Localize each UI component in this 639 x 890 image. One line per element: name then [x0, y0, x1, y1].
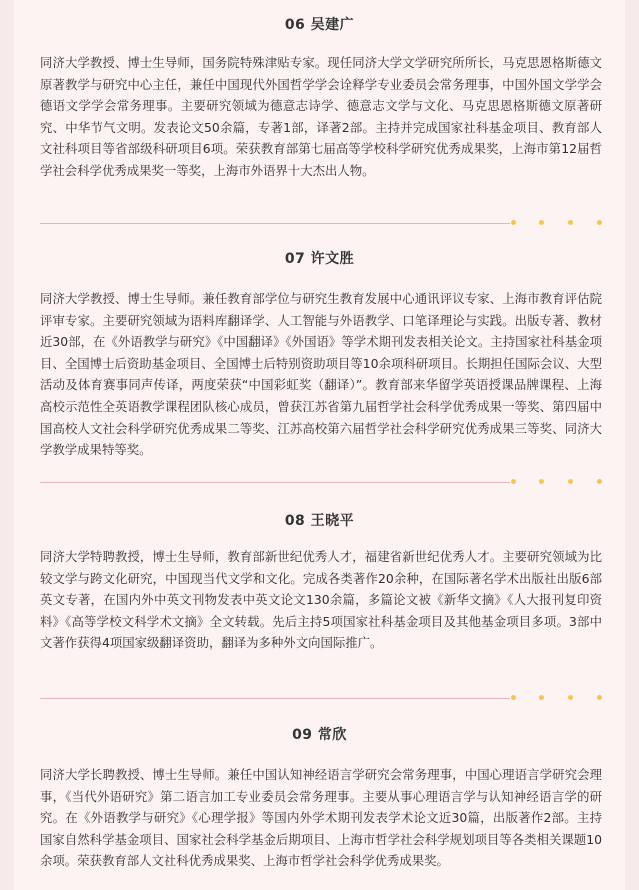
- section-divider: [40, 698, 510, 699]
- profile-card-06: [14, 0, 625, 226]
- profile-title: 07 许文胜: [284, 251, 355, 267]
- profile-bio: 同济大学教授、博士生导师。兼任教育部学位与研究生教育发展中心通讯评议专家、上海市教育评估院评审专家。主要研究领域为语料库翻译学、人工智能与外语教学、口笔译理论与实践。出版专著、教材近30部，在《外语教学与研究》《中国翻译》《外国语》等学术期刊发表相关论文。主持国家社科基金项目、全国博士后资助基金项目、全国博士后特别资助项目等10余项科研项目。长期担任国际会议、大型活动及体育赛事同声传译，两度荣获“中国彩虹奖（翻译）”。教育部来华留学英语授课品牌课程、上海高校示范性全英语教学课程团队核心成员，曾获江苏省第九届哲学社会科学优秀成果一等奖、第四届中国高校人文社会科学研究优秀成果二等奖、江苏高校第六届哲学社会科学研究优秀成果三等奖、同济大学教学成果特等奖。: [40, 291, 602, 458]
- profile-bio: 同济大学特聘教授，博士生导师，教育部新世纪优秀人才，福建省新世纪优秀人才。主要研究领域为比较文学与跨文化研究，中国现当代文学和文化。完成各类著作20余种，在国际著名学术出版社出版6部英文专著，在国内外中英文刊物发表中英文论文130余篇，多篇论文被《新华文摘》《人大报刊复印资料》《高等学校文科学术文摘》全文转载。先后主持5项国家社科基金项目及其他基金项目多项。3部中文著作获得4项国家级翻译资助，翻译为多种外文向国际推广。: [40, 549, 602, 651]
- profile-bio: 同济大学长聘教授、博士生导师。兼任中国认知神经语言学研究会常务理事，中国心理语言学研究会理事，《当代外语研究》第二语言加工专业委员会常务理事。主要从事心理语言学与认知神经语言学的研究。在《外语教学与研究》《心理学报》等国内外学术期刊发表学术论文近30篇，出版著作2部。主持国家自然科学基金项目、国家社会科学基金后期项目、上海市哲学社会科学规划项目等各类相关课题10余项。荣获教育部人文社科优秀成果奖、上海市哲学社会科学优秀成果奖。: [40, 767, 602, 869]
- dot-icon: [568, 220, 573, 225]
- profile-title: 06 吴建广: [284, 17, 355, 33]
- dot-icon: [511, 220, 516, 225]
- profile-title: 08 王晓平: [284, 513, 355, 529]
- profile-card-07: [14, 226, 625, 484]
- dot-icon: [539, 695, 544, 700]
- dot-icon: [511, 695, 516, 700]
- profile-card-09: [14, 710, 625, 890]
- profile-card-08: [14, 484, 625, 710]
- profile-bio: 同济大学教授、博士生导师，国务院特殊津贴专家。现任同济大学文学研究所所长，马克思恩格斯德文原著教学与研究中心主任，兼任中国现代外国哲学学会诠释学专业委员会常务理事，中国外国文学学会德语文学学会常务理事。主要研究领域为德意志诗学、德意志文学与文化、马克思恩格斯德文原著研究、中华节气文明。发表论文50余篇，专著1部，译著2部。主持并完成国家社科基金项目、教育部人文社科项目等省部级科研项目6项。荣获教育部第七届高等学校科学研究优秀成果奖，上海市第12届哲学社会科学优秀成果奖一等奖，上海市外语界十大杰出人物。: [40, 55, 602, 178]
- decorative-dots: [511, 695, 607, 701]
- section-divider: [40, 223, 510, 224]
- dot-icon: [597, 220, 602, 225]
- profile-title: 09 常欣: [292, 727, 347, 743]
- dot-icon: [597, 695, 602, 700]
- dot-icon: [539, 220, 544, 225]
- section-divider: [40, 482, 510, 483]
- dot-icon: [568, 695, 573, 700]
